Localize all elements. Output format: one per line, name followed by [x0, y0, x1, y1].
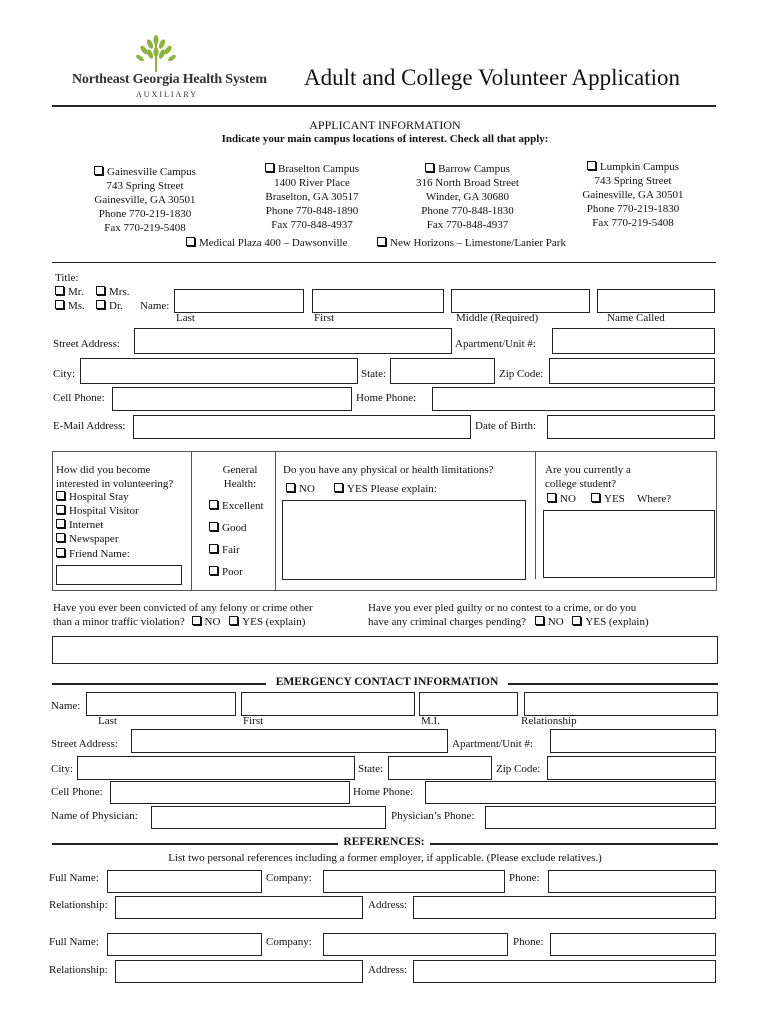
checkbox-icon[interactable] — [425, 163, 434, 172]
health-fair[interactable] — [209, 544, 240, 556]
campus-city: Braselton, GA 30517 — [265, 191, 359, 203]
option-label: YES Please explain: — [347, 483, 437, 495]
campus-city: Gainesville, GA 30501 — [94, 194, 196, 206]
checkbox-icon[interactable] — [94, 166, 103, 175]
title-option-label: Ms. — [68, 300, 85, 312]
campus-fax: Fax 770-219-5408 — [104, 222, 186, 234]
college-no[interactable] — [547, 493, 576, 505]
physician-input[interactable] — [151, 806, 386, 829]
org-name: Northeast Georgia Health System — [72, 72, 267, 87]
title-option-label: Dr. — [109, 300, 123, 312]
campus-city: Gainesville, GA 30501 — [582, 189, 684, 201]
ec-street-input[interactable] — [131, 729, 448, 753]
ec-zip-label: Zip Code: — [496, 763, 541, 775]
street-input[interactable] — [134, 328, 452, 354]
felony-yes[interactable] — [229, 616, 305, 628]
name-label: Name: — [140, 300, 170, 312]
charges-line: Have you ever pled guilty or no contest to a crime, or do you — [368, 602, 637, 614]
location-label: Medical Plaza 400 – Dawsonville — [199, 237, 348, 249]
dob-input[interactable] — [547, 415, 715, 439]
cell-label: Cell Phone: — [53, 392, 105, 404]
ref1-phone-label: Phone: — [509, 872, 540, 884]
ec-cell-input[interactable] — [110, 781, 350, 804]
ref1-company-label: Company: — [266, 872, 312, 884]
how-heard-line: How did you become — [56, 464, 151, 476]
ref2-company-input[interactable] — [323, 933, 508, 956]
name-called-input[interactable] — [597, 289, 715, 313]
friend-name-input[interactable] — [56, 565, 182, 585]
felony-line: than a minor traffic violation? — [53, 616, 185, 628]
health-excellent[interactable] — [209, 500, 264, 512]
campus-fax: Fax 770-848-4937 — [271, 219, 353, 231]
emergency-rule-right — [508, 683, 718, 685]
option-label: Poor — [222, 566, 243, 578]
ec-mi-sublabel: M.I. — [421, 715, 440, 727]
ec-home-input[interactable] — [425, 781, 716, 804]
felony-no[interactable] — [192, 616, 221, 628]
option-label: Fair — [222, 544, 240, 556]
college-question — [545, 463, 631, 491]
campus-street: 316 North Broad Street — [416, 177, 519, 189]
ref1-address-label: Address: — [368, 899, 408, 911]
references-rule-right — [430, 843, 718, 845]
home-phone-input[interactable] — [432, 387, 715, 411]
title-option-label: Mrs. — [109, 286, 130, 298]
checkbox-icon[interactable] — [535, 616, 544, 625]
option-label: NO — [299, 483, 315, 495]
option-label: NO — [547, 616, 564, 628]
ec-zip-input[interactable] — [547, 756, 716, 780]
location-new-horizons[interactable] — [377, 237, 566, 249]
campus-lumpkin[interactable] — [568, 160, 698, 230]
option-label: Hospital Stay — [69, 491, 129, 503]
last-sublabel: Last — [176, 312, 195, 324]
option-label: NO — [204, 616, 221, 628]
checkbox-icon[interactable] — [547, 493, 556, 502]
health-line: Health: — [223, 478, 257, 490]
cell-input[interactable] — [112, 387, 352, 411]
title-label: Title: — [55, 272, 79, 284]
campus-rule — [52, 262, 716, 263]
option-label: Friend Name: — [69, 548, 130, 560]
checkbox-icon[interactable] — [55, 300, 64, 309]
checkbox-icon[interactable] — [96, 300, 105, 309]
survey-divider — [191, 451, 192, 591]
email-input[interactable] — [133, 415, 471, 439]
charges-yes[interactable] — [572, 616, 648, 628]
street-label: Street Address: — [53, 338, 120, 350]
campus-instructions: Indicate your main campus locations of interest. Check all that apply: — [221, 133, 549, 145]
checkbox-icon[interactable] — [229, 616, 238, 625]
ec-cell-label: Cell Phone: — [51, 786, 103, 798]
ec-city-input[interactable] — [77, 756, 355, 780]
option-label: Good — [222, 522, 247, 534]
ref1-relationship-input[interactable] — [115, 896, 363, 919]
form-title: Adult and College Volunteer Application — [304, 65, 681, 90]
first-name-input[interactable] — [312, 289, 444, 313]
ref2-relationship-label: Relationship: — [49, 964, 108, 976]
charges-no[interactable] — [535, 616, 564, 628]
org-subtitle: AUXILIARY — [136, 90, 198, 99]
title-mrs[interactable] — [96, 286, 129, 298]
campus-gainesville[interactable] — [80, 165, 210, 235]
ec-first-sublabel: First — [243, 715, 264, 727]
campus-phone: Phone 770-848-1890 — [265, 205, 359, 217]
emergency-rule-left — [52, 683, 266, 685]
health-good[interactable] — [209, 522, 246, 534]
charges-line: have any criminal charges pending? — [368, 616, 527, 628]
checkbox-icon[interactable] — [56, 548, 65, 557]
title-mr[interactable] — [55, 286, 84, 298]
option-label: YES — [604, 493, 625, 505]
checkbox-icon[interactable] — [96, 286, 105, 295]
ref1-phone-input[interactable] — [548, 870, 716, 893]
ec-last-input[interactable] — [86, 692, 236, 716]
ec-name-label: Name: — [51, 700, 81, 712]
campus-name: Lumpkin Campus — [599, 161, 680, 173]
dob-label: Date of Birth: — [475, 420, 537, 432]
checkbox-icon[interactable] — [334, 483, 343, 492]
campus-name: Gainesville Campus — [107, 166, 196, 178]
ref2-relationship-input[interactable] — [115, 960, 363, 983]
campus-braselton[interactable] — [247, 162, 377, 232]
physician-phone-input[interactable] — [485, 806, 716, 829]
ec-first-input[interactable] — [241, 692, 415, 716]
health-line: General — [222, 464, 258, 476]
ec-state-label: State: — [358, 763, 384, 775]
checkbox-icon[interactable] — [209, 544, 218, 553]
option-label: YES (explain) — [242, 616, 306, 628]
checkbox-icon[interactable] — [591, 493, 600, 502]
zip-label: Zip Code: — [499, 368, 544, 380]
college-line: Are you currently a — [545, 464, 631, 476]
college-where-label: Where? — [637, 493, 672, 505]
location-medical-plaza[interactable] — [186, 237, 347, 249]
ref1-relationship-label: Relationship: — [49, 899, 108, 911]
physician-phone-label: Physician’s Phone: — [391, 810, 475, 822]
campus-name: Barrow Campus — [438, 163, 510, 175]
option-label: NO — [560, 493, 576, 505]
ref2-phone-label: Phone: — [513, 936, 544, 948]
ec-home-label: Home Phone: — [353, 786, 414, 798]
checkbox-icon[interactable] — [209, 500, 218, 509]
ref2-company-label: Company: — [266, 936, 312, 948]
ref2-name-input[interactable] — [107, 933, 262, 956]
checkbox-icon[interactable] — [56, 505, 65, 514]
campus-street: 743 Spring Street — [106, 180, 184, 192]
name-called-sublabel: Name Called — [607, 312, 665, 324]
campus-street: 743 Spring Street — [594, 175, 672, 187]
checkbox-icon[interactable] — [572, 616, 581, 625]
option-label: Excellent — [222, 500, 264, 512]
checkbox-icon[interactable] — [209, 566, 218, 575]
ec-state-input[interactable] — [388, 756, 492, 780]
ref1-name-label: Full Name: — [49, 872, 99, 884]
checkbox-icon[interactable] — [587, 161, 596, 170]
option-label: YES (explain) — [585, 616, 649, 628]
leaf-logo-icon — [134, 34, 178, 74]
checkbox-icon[interactable] — [377, 237, 386, 246]
state-label: State: — [361, 368, 387, 380]
how-heard-newspaper[interactable] — [56, 533, 118, 545]
checkbox-icon[interactable] — [56, 519, 65, 528]
ec-last-sublabel: Last — [98, 715, 117, 727]
campus-fax: Fax 770-219-5408 — [592, 217, 674, 229]
checkbox-icon[interactable] — [209, 522, 218, 531]
email-label: E-Mail Address: — [53, 420, 126, 432]
how-heard-hospital-visitor[interactable] — [56, 505, 139, 517]
zip-input[interactable] — [549, 358, 715, 384]
ec-apt-label: Apartment/Unit #: — [452, 738, 533, 750]
limitations-no[interactable] — [286, 483, 315, 495]
header-rule — [52, 105, 716, 107]
option-label: Newspaper — [69, 533, 119, 545]
ref1-company-input[interactable] — [323, 870, 505, 893]
references-instructions: List two personal references including a former employer, if applicable. (Please exclude relatives.) — [168, 852, 602, 864]
title-dr[interactable] — [96, 300, 123, 312]
campus-name: Braselton Campus — [278, 163, 359, 175]
ec-city-label: City: — [51, 763, 74, 775]
ref1-name-input[interactable] — [107, 870, 262, 893]
option-label: Internet — [69, 519, 104, 531]
home-phone-label: Home Phone: — [356, 392, 417, 404]
checkbox-icon[interactable] — [56, 491, 65, 500]
how-heard-question — [56, 463, 173, 491]
how-heard-line: interested in volunteering? — [56, 478, 174, 490]
last-name-input[interactable] — [174, 289, 304, 313]
campus-barrow[interactable] — [400, 162, 535, 232]
checkbox-icon[interactable] — [56, 533, 65, 542]
survey-divider — [535, 451, 536, 579]
campus-fax: Fax 770-848-4937 — [426, 219, 509, 231]
ref2-name-label: Full Name: — [49, 936, 99, 948]
survey-divider — [275, 451, 276, 591]
ref2-address-input[interactable] — [413, 960, 716, 983]
health-question — [205, 463, 275, 491]
city-label: City: — [53, 368, 76, 380]
college-where-input[interactable] — [543, 510, 715, 578]
limitations-question: Do you have any physical or health limitations? — [283, 464, 494, 476]
campus-phone: Phone 770-848-1830 — [421, 205, 514, 217]
checkbox-icon[interactable] — [55, 286, 64, 295]
first-sublabel: First — [314, 312, 335, 324]
title-ms[interactable] — [55, 300, 85, 312]
ref2-address-label: Address: — [368, 964, 408, 976]
checkbox-icon[interactable] — [192, 616, 201, 625]
campus-street: 1400 River Place — [274, 177, 350, 189]
limitations-explain-input[interactable] — [282, 500, 526, 580]
option-label: Hospital Visitor — [69, 505, 139, 517]
state-input[interactable] — [390, 358, 495, 384]
apt-input[interactable] — [552, 328, 715, 354]
campus-phone: Phone 770-219-1830 — [586, 203, 680, 215]
middle-name-input[interactable] — [451, 289, 590, 313]
location-label: New Horizons – Limestone/Lanier Park — [390, 237, 566, 249]
charges-question — [368, 601, 649, 629]
felony-question — [53, 601, 313, 629]
checkbox-icon[interactable] — [265, 163, 274, 172]
physician-label: Name of Physician: — [51, 810, 138, 822]
criminal-explain-input[interactable] — [52, 636, 718, 664]
college-line: college student? — [545, 478, 617, 490]
city-input[interactable] — [80, 358, 358, 384]
how-heard-internet[interactable] — [56, 519, 103, 531]
ref1-address-input[interactable] — [413, 896, 716, 919]
references-rule-left — [52, 843, 338, 845]
ec-mi-input[interactable] — [419, 692, 518, 716]
how-heard-hospital-stay[interactable] — [56, 491, 129, 503]
limitations-yes[interactable] — [334, 483, 437, 495]
ec-relationship-input[interactable] — [524, 692, 718, 716]
applicant-section-title: APPLICANT INFORMATION — [309, 118, 461, 132]
ec-street-label: Street Address: — [51, 738, 118, 750]
felony-line: Have you ever been convicted of any felony or crime other — [53, 602, 313, 614]
ec-relationship-sublabel: Relationship — [521, 715, 577, 727]
campus-phone: Phone 770-219-1830 — [98, 208, 192, 220]
campus-city: Winder, GA 30680 — [425, 191, 510, 203]
how-heard-friend[interactable] — [56, 548, 130, 560]
apt-label: Apartment/Unit #: — [455, 338, 536, 350]
references-section-title: REFERENCES: — [343, 836, 425, 848]
health-poor[interactable] — [209, 566, 243, 578]
middle-sublabel: Middle (Required) — [456, 312, 539, 324]
college-yes[interactable] — [591, 493, 625, 505]
emergency-section-title: EMERGENCY CONTACT INFORMATION — [275, 676, 499, 688]
checkbox-icon[interactable] — [286, 483, 295, 492]
ec-apt-input[interactable] — [550, 729, 716, 753]
checkbox-icon[interactable] — [186, 237, 195, 246]
title-option-label: Mr. — [68, 286, 84, 298]
ref2-phone-input[interactable] — [550, 933, 716, 956]
